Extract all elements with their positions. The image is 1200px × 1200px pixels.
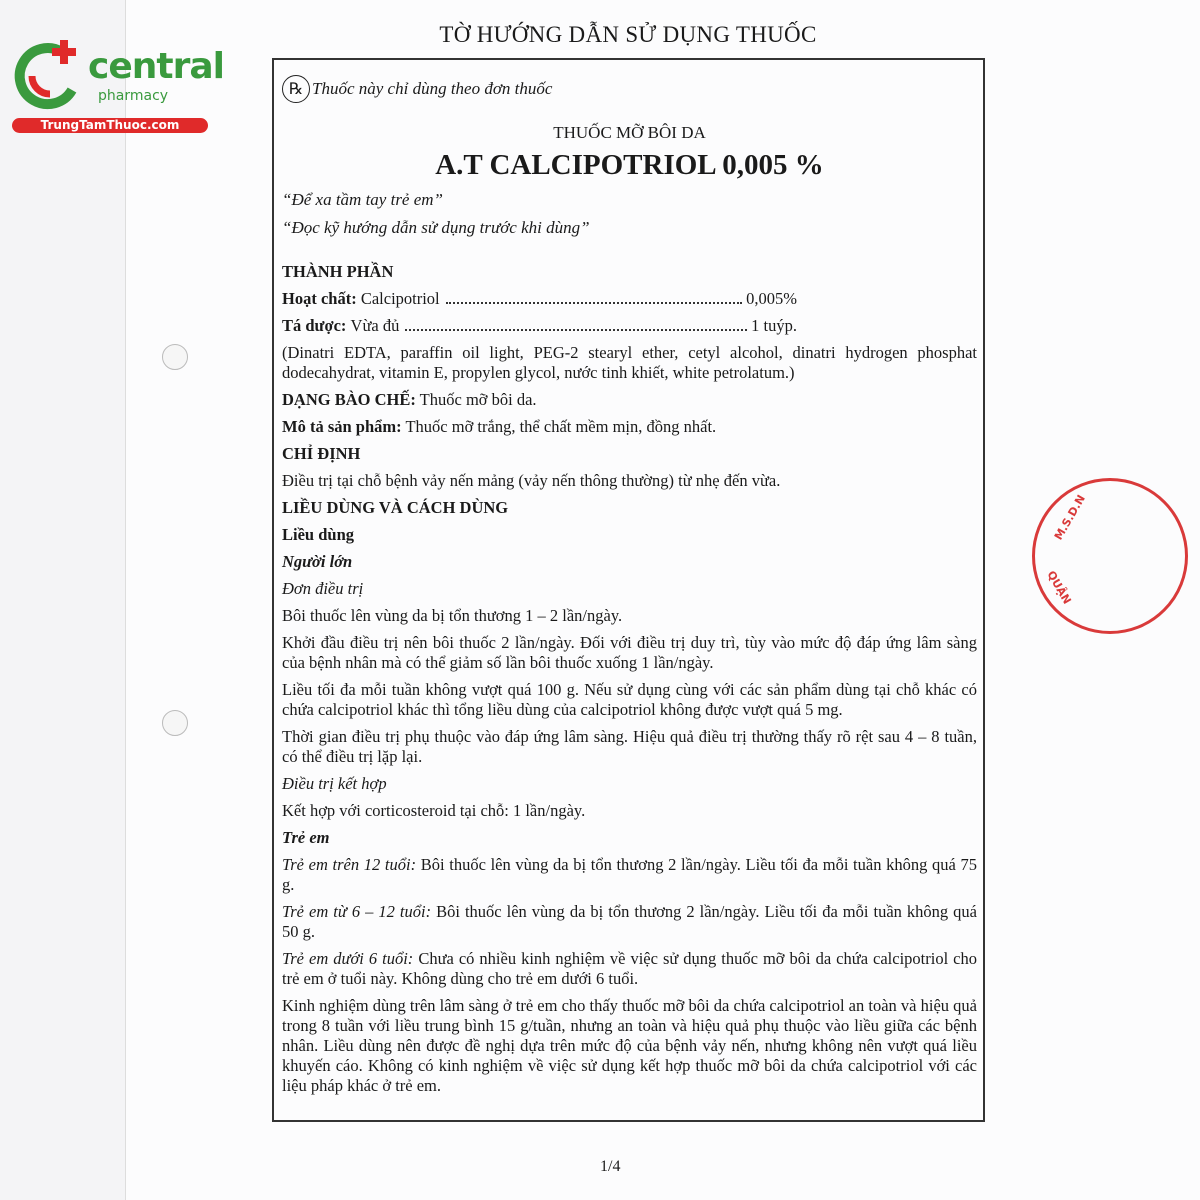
page-number: 1/4 [600,1158,621,1175]
leaflet-frame [272,58,985,1122]
rx-icon: ℞ [282,75,310,103]
paragraph: Bôi thuốc lên vùng da bị tổn thương 1 – 2 lần/ngày. [282,606,623,625]
active-ingredient [282,289,977,309]
label: Trẻ em dưới 6 tuổi: [282,949,414,968]
section-heading: CHỈ ĐỊNH [282,444,361,463]
label: Tá dược: [282,316,347,335]
dosage-form [282,390,977,410]
warning-quote: “Để xa tầm tay trẻ em” [282,190,444,209]
rx-note: Thuốc này chỉ dùng theo đơn thuốc [312,79,553,98]
document-title: TỜ HƯỚNG DẪN SỬ DỤNG THUỐC [439,22,817,47]
dot-leader [405,329,747,331]
value: Calcipotriol [360,289,440,308]
product-description [282,417,977,437]
central-pharmacy-logo [10,38,224,138]
logo-site: TrungTamThuoc.com [12,118,208,133]
logo-sub: pharmacy [98,88,169,104]
label: DẠNG BÀO CHẾ: [282,390,416,409]
product-kind: THUỐC MỠ BÔI DA [553,123,706,142]
logo-brand: central [88,46,224,87]
paragraph: Kinh nghiệm dùng trên lâm sàng ở trẻ em cho thấy thuốc mỡ bôi da chứa calcipotriol an toàn và hiệu quả trong 8 tuần với liều trung bình 15 g/tuần, nhưng an toàn và hiệu quả phụ thuộc vào liều giữa các bệnh nhân. Liều dùng nên được đề nghị dựa trên mức độ của bệnh vảy nến, nhưng không nên vượt quá liều khuyến cáo. Không có kinh nghiệm về việc sử dụng kết hợp thuốc mỡ bôi da chứa calcipotriol với các liệu pháp khác ở trẻ em. [282,996,977,1095]
section-heading: LIỀU DÙNG VÀ CÁCH DÙNG [282,498,509,517]
subheading: Liều dùng [282,525,354,544]
stamp-text: M.S.D.N [1051,492,1088,543]
label: Mô tả sản phẩm: [282,417,402,436]
value: Vừa đủ [350,316,400,335]
punch-hole [162,344,188,370]
product-name: A.T CALCIPOTRIOL 0,005 % [435,149,824,181]
subheading: Điều trị kết hợp [282,774,387,793]
section-heading: THÀNH PHẦN [282,262,394,281]
rx-line [282,75,977,103]
label: Trẻ em từ 6 – 12 tuổi: [282,902,432,921]
value: Chưa có nhiều kinh nghiệm về việc sử dụng thuốc mỡ bôi da chứa calcipotriol cho trẻ em ở tuổi này. Không dùng cho trẻ em dưới 6 tuổi. [282,949,977,988]
pharmacy-c-cross-icon [10,38,84,112]
amount: 0,005% [746,289,797,308]
paragraph: Kết hợp với corticosteroid tại chỗ: 1 lần/ngày. [282,801,586,820]
label: Trẻ em trên 12 tuổi: [282,855,417,874]
paragraph: Khởi đầu điều trị nên bôi thuốc 2 lần/ngày. Đối với điều trị duy trì, tùy vào mức độ đáp ứng lâm sàng của bệnh nhân mà có thể giảm số lần bôi thuốc xuống 1 lần/ngày. [282,633,977,672]
value: Thuốc mỡ bôi da. [419,390,537,409]
punch-hole [162,710,188,736]
dot-leader [446,302,742,304]
amount: 1 tuýp. [751,316,797,335]
label: Hoạt chất: [282,289,357,308]
excipient [282,316,977,336]
subheading: Người lớn [282,552,353,571]
stamp-text: QUẬN [1044,568,1074,607]
leaflet-body [282,262,977,1096]
subheading: Đơn điều trị [282,579,364,598]
paragraph [282,902,977,942]
value: Bôi thuốc lên vùng da bị tổn thương 2 lần/ngày. Liều tối đa mỗi tuần không quá 50 g. [282,902,977,941]
value: Bôi thuốc lên vùng da bị tổn thương 2 lần/ngày. Liều tối đa mỗi tuần không quá 75 g. [282,855,977,894]
paragraph: Liều tối đa mỗi tuần không vượt quá 100 g. Nếu sử dụng cùng với các sản phẩm dùng tại chỗ khác có chứa calcipotriol khác thì tổng liều dùng của calcipotriol không được vượt quá 5 mg. [282,680,977,719]
paragraph [282,855,977,895]
paragraph: Thời gian điều trị phụ thuộc vào đáp ứng lâm sàng. Hiệu quả điều trị thường thấy rõ rệt sau 4 – 8 tuần, có thể điều trị lặp lại. [282,727,977,766]
paragraph [282,949,977,989]
value: Thuốc mỡ trắng, thể chất mềm mịn, đồng nhất. [405,417,717,436]
excipient-list: (Dinatri EDTA, paraffin oil light, PEG-2 stearyl ether, cetyl alcohol, dinatri hydrogen phosphat dodecahydrat, vitamin E, propylen glycol, nước tinh khiết, white petrolatum.) [282,343,977,382]
paragraph: Điều trị tại chỗ bệnh vảy nến mảng (vảy nến thông thường) từ nhẹ đến vừa. [282,471,781,490]
warning-quote: “Đọc kỹ hướng dẫn sử dụng trước khi dùng” [282,218,590,237]
red-seal-stamp [1032,478,1188,634]
subheading: Trẻ em [282,828,330,847]
